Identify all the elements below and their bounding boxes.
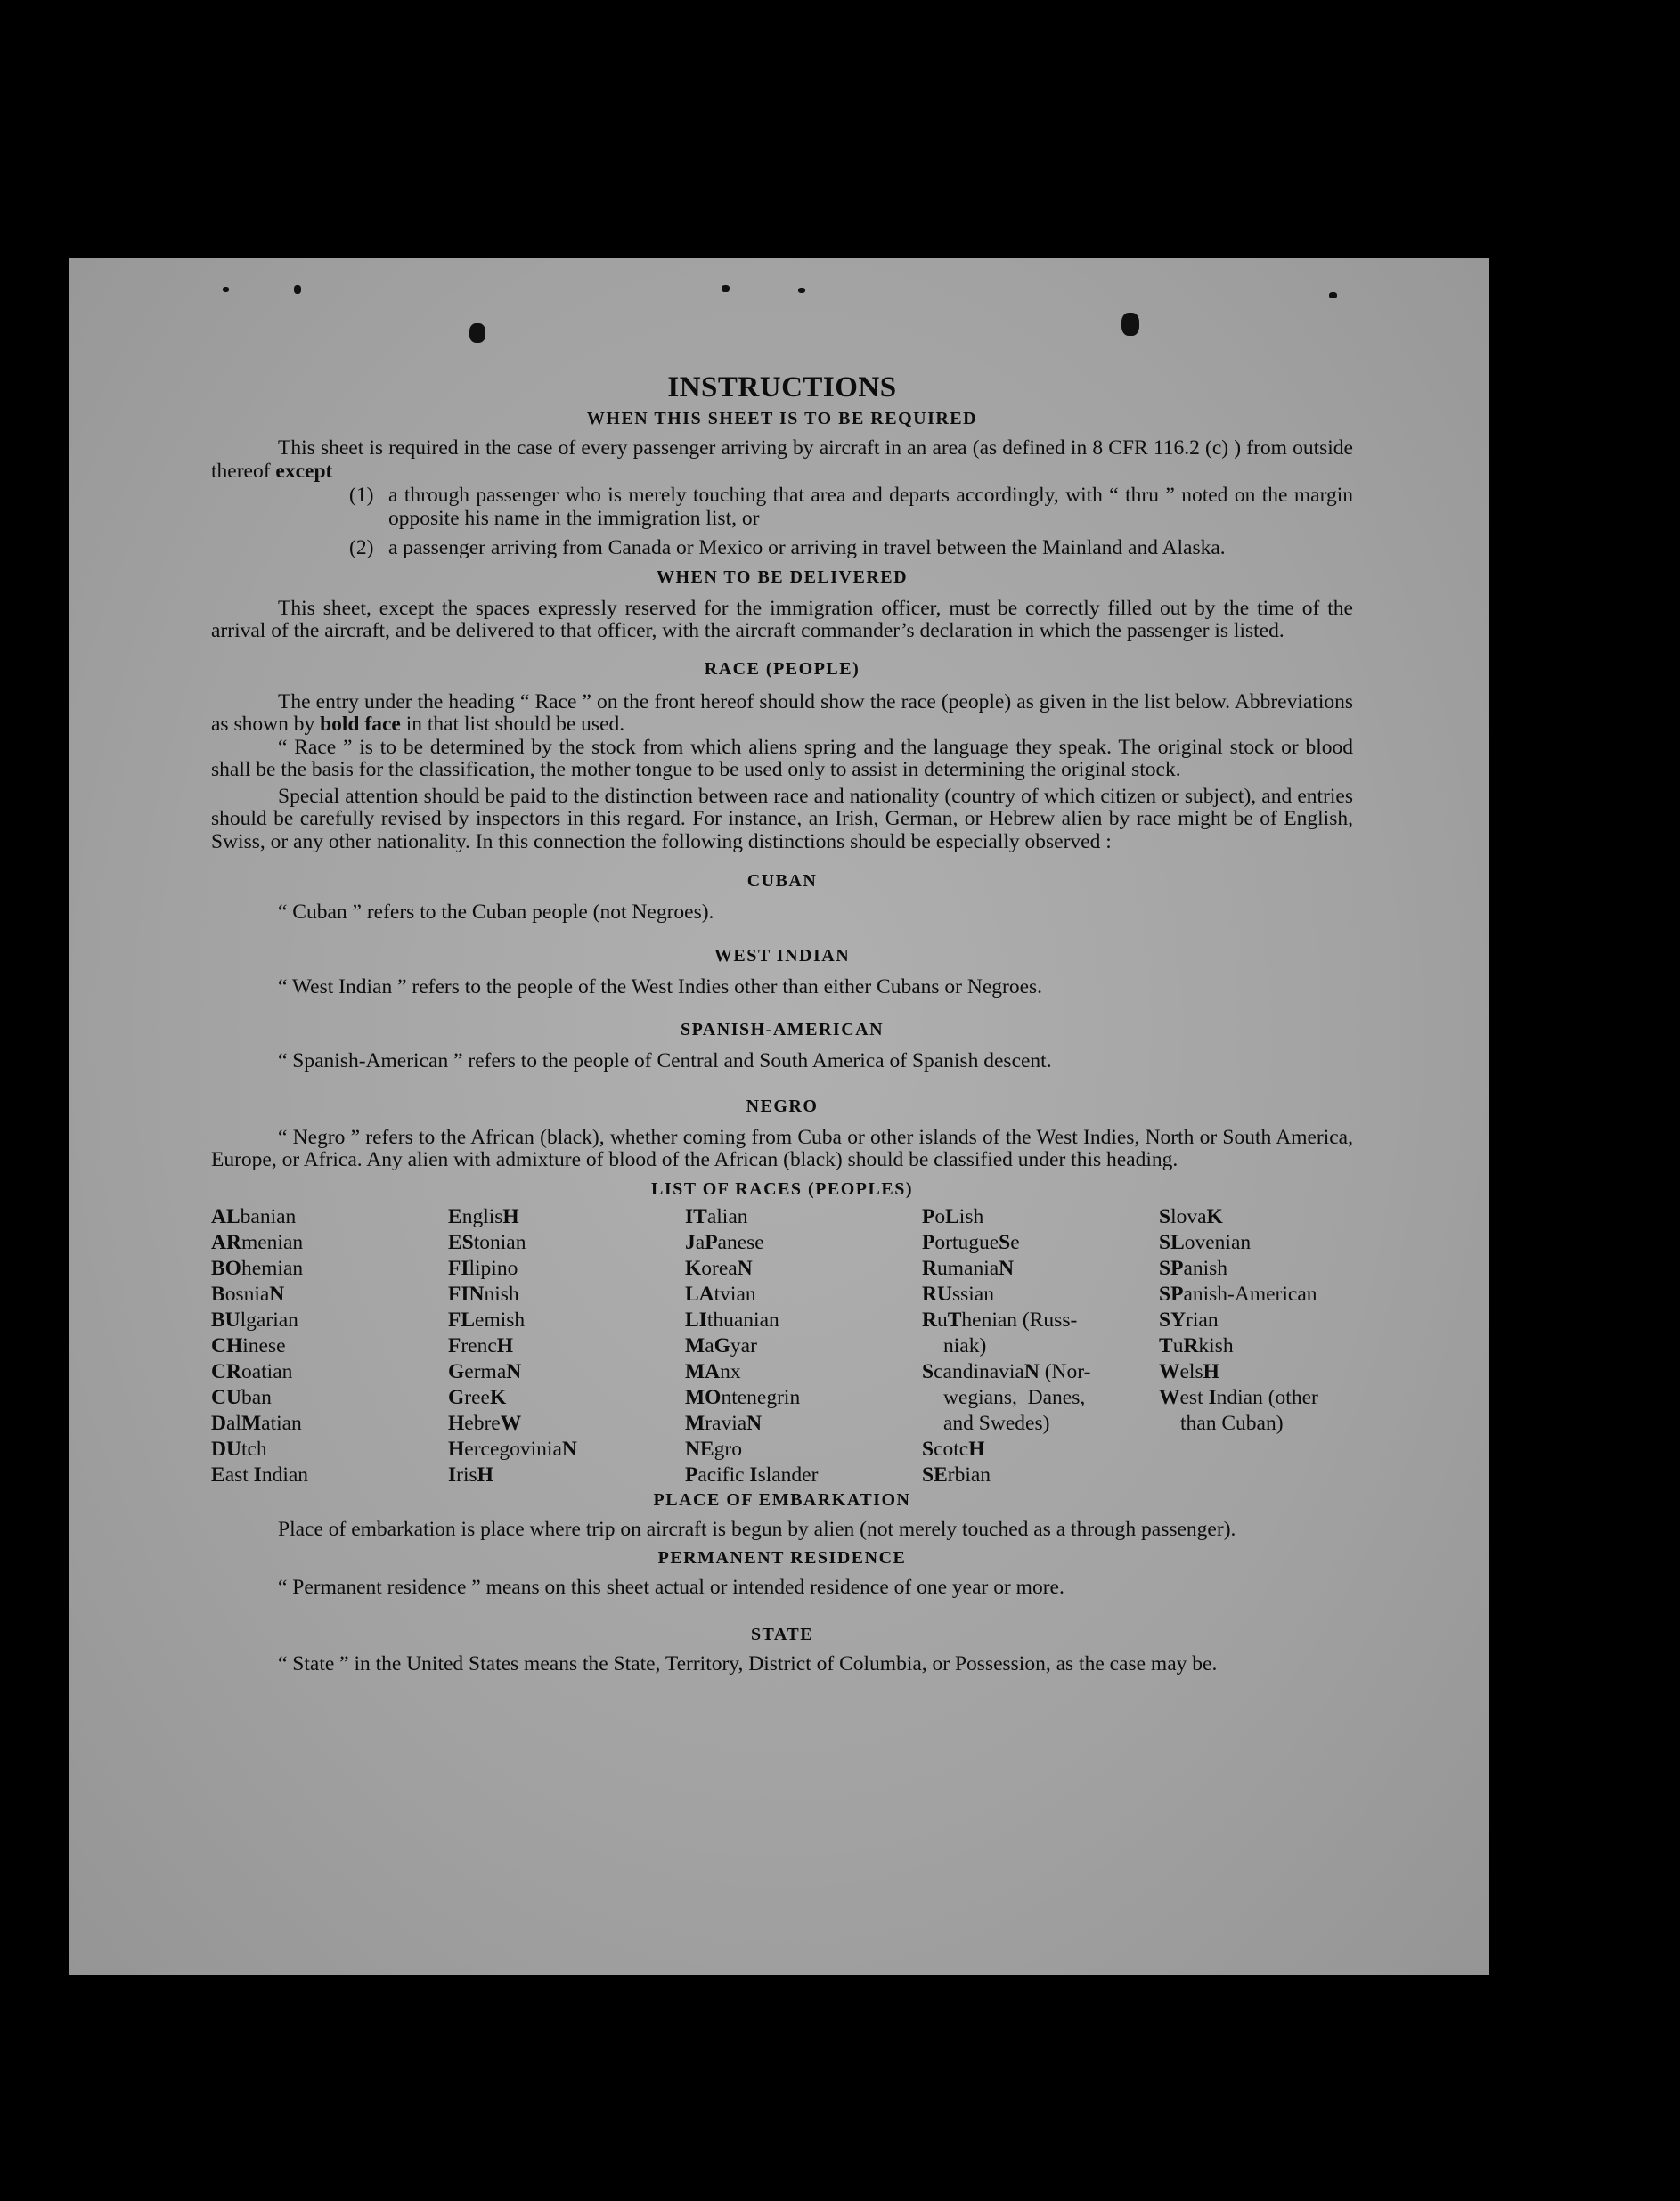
page-title: INSTRUCTIONS: [667, 371, 897, 404]
race-entry: [922, 1463, 1159, 1488]
race-text: lgarian: [240, 1308, 298, 1332]
races-column: [1159, 1204, 1353, 1488]
race-text: ban: [241, 1385, 272, 1409]
race-abbrev: H: [448, 1411, 465, 1435]
race-abbrev: W: [1159, 1359, 1180, 1383]
race-abbrev: P: [922, 1204, 935, 1228]
race-entry: [211, 1308, 448, 1333]
race-text: al: [225, 1411, 241, 1435]
race-text: u: [1172, 1333, 1184, 1357]
race-text: tonian: [473, 1230, 526, 1254]
list-item: [211, 537, 1353, 560]
race-text: e: [1010, 1230, 1020, 1254]
race-abbrev: N: [999, 1256, 1015, 1280]
race-entry: [685, 1282, 922, 1308]
race-entry: [1159, 1204, 1353, 1230]
speck-mark: [294, 285, 301, 294]
required-except: except: [275, 459, 333, 483]
races-column: [685, 1204, 922, 1488]
race-text: anese: [717, 1230, 764, 1254]
race-text: orea: [701, 1256, 738, 1280]
race-entry: [685, 1204, 922, 1230]
races-column: [211, 1204, 448, 1488]
race-entry: [922, 1308, 1159, 1333]
race-text: ercegovinia: [464, 1437, 562, 1461]
race-entry: [685, 1230, 922, 1256]
race-text: atian: [261, 1411, 302, 1435]
race-text: est: [1179, 1385, 1209, 1409]
race-entry: [1159, 1308, 1353, 1333]
race-entry: [922, 1333, 1159, 1359]
race-text: yar: [730, 1333, 757, 1357]
race-abbrev: R: [1183, 1333, 1199, 1357]
race-text: ndian (other: [1216, 1385, 1318, 1409]
race-text: erma: [464, 1359, 507, 1383]
speck-mark: [223, 287, 229, 292]
race-entry: [211, 1256, 448, 1282]
race-entry: [685, 1437, 922, 1463]
race-abbrev: E: [211, 1463, 225, 1487]
race-abbrev: H: [496, 1333, 514, 1357]
race-abbrev: FIN: [448, 1282, 485, 1306]
race-abbrev: K: [1206, 1204, 1223, 1228]
speck-mark: [798, 288, 805, 293]
race-abbrev: N: [746, 1411, 763, 1435]
race-text: a: [695, 1230, 705, 1254]
paragraph-west-indian: “ West Indian ” refers to the people of the West Indies other than either Cubans or Negroes.: [278, 974, 1043, 999]
race-entry: [1159, 1411, 1353, 1437]
race-abbrev: P: [922, 1230, 935, 1254]
race-text-c: in that list should be used.: [405, 713, 625, 736]
race-entry: [922, 1204, 1159, 1230]
race-text: tch: [241, 1437, 267, 1461]
race-entry: [1159, 1333, 1353, 1359]
race-abbrev: CR: [211, 1359, 241, 1383]
race-entry: [922, 1359, 1159, 1385]
race-abbrev: K: [489, 1385, 507, 1409]
race-text: ndian: [261, 1463, 309, 1487]
race-text: kish: [1198, 1333, 1234, 1357]
race-text: ish: [958, 1204, 984, 1228]
race-text: hemian: [241, 1256, 304, 1280]
race-entry: [211, 1204, 448, 1230]
race-abbrev: K: [685, 1256, 702, 1280]
instructions-content: [211, 370, 1353, 1675]
race-abbrev: W: [500, 1411, 522, 1435]
race-entry: [211, 1230, 448, 1256]
race-text: osnia: [224, 1282, 270, 1306]
race-text: anish-American: [1183, 1282, 1317, 1306]
race-abbrev: M: [685, 1333, 705, 1357]
race-text: ortugue: [934, 1230, 999, 1254]
race-entry: [1159, 1282, 1353, 1308]
race-entry: [211, 1359, 448, 1385]
race-text: lova: [1170, 1204, 1207, 1228]
race-entry: [448, 1308, 685, 1333]
race-abbrev: ES: [448, 1230, 474, 1254]
race-abbrev: MO: [685, 1385, 722, 1409]
race-text: (Nor-: [1039, 1359, 1091, 1383]
race-abbrev: H: [502, 1204, 519, 1228]
races-column: [448, 1204, 685, 1488]
race-entry: [1159, 1230, 1353, 1256]
race-abbrev: IT: [685, 1204, 707, 1228]
race-entry: [1159, 1256, 1353, 1282]
heading-state: STATE: [750, 1624, 814, 1644]
race-abbrev: T: [947, 1308, 962, 1332]
race-entry: [922, 1230, 1159, 1256]
race-abbrev: P: [685, 1463, 698, 1487]
race-entry: [922, 1411, 1159, 1437]
race-text: nx: [720, 1359, 741, 1383]
race-text: rian: [1186, 1308, 1219, 1332]
race-abbrev: RU: [922, 1282, 952, 1306]
race-text: nglis: [461, 1204, 503, 1228]
race-text: ovenian: [1184, 1230, 1252, 1254]
race-abbrev: N: [1023, 1359, 1040, 1383]
race-text: tvian: [714, 1282, 756, 1306]
race-text: slander: [757, 1463, 819, 1487]
race-bold-face: bold face: [320, 713, 401, 736]
race-abbrev: H: [1203, 1359, 1219, 1383]
list-item: [211, 485, 1353, 530]
race-abbrev: S: [922, 1437, 934, 1461]
document-sheet: [69, 258, 1489, 1975]
race-abbrev: T: [1159, 1333, 1173, 1357]
race-abbrev: BU: [211, 1308, 241, 1332]
race-text: candinavia: [934, 1359, 1024, 1383]
race-text: ree: [464, 1385, 490, 1409]
race-abbrev: N: [269, 1282, 285, 1306]
race-text: menian: [241, 1230, 304, 1254]
race-text: umania: [936, 1256, 999, 1280]
paragraph-state: “ State ” in the United States means the State, Territory, District of Columbia, or Possession, as the case may be.: [278, 1651, 1218, 1675]
race-text: emish: [475, 1308, 526, 1332]
race-text: nish: [484, 1282, 519, 1306]
race-text: niak): [943, 1333, 987, 1357]
item-text: a through passenger who is merely touching that area and departs accordingly, with “ thru ” noted on the margin opposite his name in the immigration list, or: [388, 484, 1353, 530]
race-entry: [211, 1333, 448, 1359]
race-abbrev: S: [922, 1359, 934, 1383]
punch-hole-mark: [469, 323, 485, 343]
race-text: u: [936, 1308, 948, 1332]
race-entry: [448, 1437, 685, 1463]
required-text: This sheet is required in the case of every passenger arriving by aircraft in an area (as defined in 8 CFR 116.2 (c) ) from outside thereof: [211, 436, 1353, 483]
race-text: henian (Russ-: [961, 1308, 1078, 1332]
race-abbrev: NE: [685, 1437, 714, 1461]
paragraph-permanent-residence: “ Permanent residence ” means on this sheet actual or intended residence of one year or more.: [278, 1576, 1064, 1599]
race-abbrev: I: [749, 1463, 758, 1487]
item-number: (2): [349, 536, 374, 559]
race-abbrev: G: [714, 1333, 730, 1357]
race-text: ravia: [705, 1411, 747, 1435]
race-abbrev: G: [448, 1385, 465, 1409]
heading-required: WHEN THIS SHEET IS TO BE REQUIRED: [586, 409, 978, 428]
race-abbrev: W: [1159, 1385, 1180, 1409]
race-abbrev: MA: [685, 1359, 721, 1383]
race-abbrev: SL: [1159, 1230, 1185, 1254]
race-entry: [448, 1230, 685, 1256]
race-abbrev: N: [737, 1256, 753, 1280]
race-text: oatian: [241, 1359, 293, 1383]
race-entry: [685, 1385, 922, 1411]
race-abbrev: LI: [685, 1308, 707, 1332]
race-entry: [448, 1204, 685, 1230]
race-abbrev: G: [448, 1359, 465, 1383]
race-text: ris: [456, 1463, 477, 1487]
heading-list-of-races: LIST OF RACES (PEOPLES): [650, 1178, 913, 1199]
race-text: rbian: [947, 1463, 991, 1487]
race-text: o: [934, 1204, 946, 1228]
race-abbrev: P: [705, 1230, 718, 1254]
race-entry: [922, 1256, 1159, 1282]
race-entry: [685, 1308, 922, 1333]
race-entry: [685, 1256, 922, 1282]
race-text: ssian: [951, 1282, 994, 1306]
race-text: banian: [240, 1204, 297, 1228]
race-abbrev: S: [1159, 1204, 1171, 1228]
race-entry: [211, 1437, 448, 1463]
race-entry: [685, 1333, 922, 1359]
races-table: [211, 1204, 1353, 1488]
race-entry: [922, 1437, 1159, 1463]
paragraph-spanish-american: “ Spanish-American ” refers to the people of Central and South America of Spanish descent.: [278, 1049, 1052, 1072]
race-abbrev: R: [922, 1256, 937, 1280]
race-abbrev: AL: [211, 1204, 241, 1228]
paragraph-delivered: This sheet, except the spaces expressly reserved for the immigration officer, must be correctly filled out by the time of the arrival of the aircraft, and be delivered to that officer, with the aircraft commander’s declaration in which the passenger is listed.: [211, 596, 1353, 642]
heading-race: RACE (PEOPLE): [704, 658, 860, 679]
race-abbrev: CH: [211, 1333, 243, 1357]
race-entry: [448, 1385, 685, 1411]
heading-delivered: WHEN TO BE DELIVERED: [656, 567, 909, 587]
paragraph-required: [211, 437, 1353, 483]
race-abbrev: H: [448, 1437, 465, 1461]
item-number: (1): [349, 484, 374, 507]
race-text: cotc: [934, 1437, 969, 1461]
race-text: thuanian: [706, 1308, 779, 1332]
race-entry: [448, 1256, 685, 1282]
race-entry: [211, 1282, 448, 1308]
race-entry: [448, 1282, 685, 1308]
race-abbrev: J: [685, 1230, 696, 1254]
race-entry: [1159, 1359, 1353, 1385]
heading-west-indian: WEST INDIAN: [714, 945, 851, 966]
punch-hole-mark: [1121, 313, 1139, 336]
race-abbrev: SY: [1159, 1308, 1187, 1332]
race-abbrev: R: [922, 1308, 937, 1332]
race-text: acific: [697, 1463, 750, 1487]
race-entry: [211, 1385, 448, 1411]
race-text: renc: [461, 1333, 497, 1357]
race-abbrev: LA: [685, 1282, 714, 1306]
race-entry: [1159, 1385, 1353, 1411]
race-abbrev: M: [685, 1411, 705, 1435]
paragraph-cuban: “ Cuban ” refers to the Cuban people (not Negroes).: [278, 901, 714, 924]
race-abbrev: F: [448, 1333, 461, 1357]
race-abbrev: BO: [211, 1256, 241, 1280]
race-text: ast: [224, 1463, 254, 1487]
race-entry: [448, 1359, 685, 1385]
race-text: anish: [1183, 1256, 1228, 1280]
heading-spanish-american: SPANISH-AMERICAN: [680, 1020, 885, 1039]
race-text: els: [1179, 1359, 1203, 1383]
race-abbrev: SP: [1159, 1256, 1184, 1280]
paragraph-embarkation: Place of embarkation is place where trip on aircraft is begun by alien (not merely touched as a through passenger).: [278, 1517, 1236, 1541]
race-text: gro: [714, 1437, 742, 1461]
race-entry: [685, 1359, 922, 1385]
speck-mark: [1329, 292, 1337, 298]
race-text: a: [705, 1333, 714, 1357]
race-abbrev: H: [968, 1437, 985, 1461]
race-entry: [211, 1463, 448, 1488]
race-entry: [922, 1385, 1159, 1411]
race-abbrev: I: [1208, 1385, 1217, 1409]
heading-permanent-residence: PERMANENT RESIDENCE: [657, 1548, 907, 1568]
paragraph-race-1: [211, 691, 1353, 737]
race-text: ntenegrin: [721, 1385, 801, 1409]
race-abbrev: I: [253, 1463, 262, 1487]
race-abbrev: N: [561, 1437, 577, 1461]
race-abbrev: FL: [448, 1308, 476, 1332]
race-abbrev: DU: [211, 1437, 241, 1461]
paragraph-race-3: Special attention should be paid to the distinction between race and nationality (country of which citizen or subject), and entries should be carefully revised by inspectors in this regard. For instance, an Irish, German, or Hebrew alien by race might be of English, Swiss, or any other nationality. In this connection the following distinctions should be especially observed :: [211, 784, 1353, 853]
paragraph-negro: “ Negro ” refers to the African (black), whether coming from Cuba or other islands of the West Indies, North or South America, Europe, or Africa. Any alien with admixture of blood of the African (black) should be classified under this heading.: [211, 1125, 1353, 1171]
race-abbrev: AR: [211, 1230, 241, 1254]
race-entry: [448, 1333, 685, 1359]
race-abbrev: CU: [211, 1385, 241, 1409]
race-abbrev: SE: [922, 1463, 948, 1487]
race-text: alian: [706, 1204, 748, 1228]
race-abbrev: H: [477, 1463, 493, 1487]
race-abbrev: N: [506, 1359, 522, 1383]
race-abbrev: I: [448, 1463, 457, 1487]
race-abbrev: B: [211, 1282, 225, 1306]
race-text: wegians, Danes,: [943, 1385, 1086, 1409]
race-abbrev: M: [241, 1411, 262, 1435]
race-text: than Cuban): [1180, 1411, 1284, 1435]
heading-negro: NEGRO: [746, 1096, 819, 1116]
races-column: [922, 1204, 1159, 1488]
heading-embarkation: PLACE OF EMBARKATION: [653, 1489, 911, 1510]
race-text: inese: [242, 1333, 286, 1357]
race-entry: [685, 1463, 922, 1488]
race-entry: [448, 1463, 685, 1488]
race-abbrev: D: [211, 1411, 226, 1435]
race-text-a: The entry under the heading “ Race ” on the front hereof should show the race (people) as given in the list below. Abbreviations as shown by: [211, 689, 1353, 736]
race-abbrev: FI: [448, 1256, 469, 1280]
race-entry: [685, 1411, 922, 1437]
race-abbrev: S: [999, 1230, 1011, 1254]
race-text: ebre: [464, 1411, 501, 1435]
paragraph-race-2: “ Race ” is to be determined by the stock from which aliens spring and the language they speak. The original stock or blood shall be the basis for the classification, the mother tongue to be used only to assist in determining the original stock.: [211, 735, 1353, 781]
race-abbrev: SP: [1159, 1282, 1184, 1306]
race-abbrev: E: [448, 1204, 462, 1228]
race-entry: [448, 1411, 685, 1437]
heading-cuban: CUBAN: [746, 871, 818, 891]
race-text: and Swedes): [943, 1411, 1050, 1435]
item-text: a passenger arriving from Canada or Mexico or arriving in travel between the Mainland and Alaska.: [388, 536, 1226, 559]
race-entry: [211, 1411, 448, 1437]
race-abbrev: L: [945, 1204, 959, 1228]
speck-mark: [722, 285, 730, 292]
race-text: lipino: [469, 1256, 518, 1280]
race-entry: [922, 1282, 1159, 1308]
